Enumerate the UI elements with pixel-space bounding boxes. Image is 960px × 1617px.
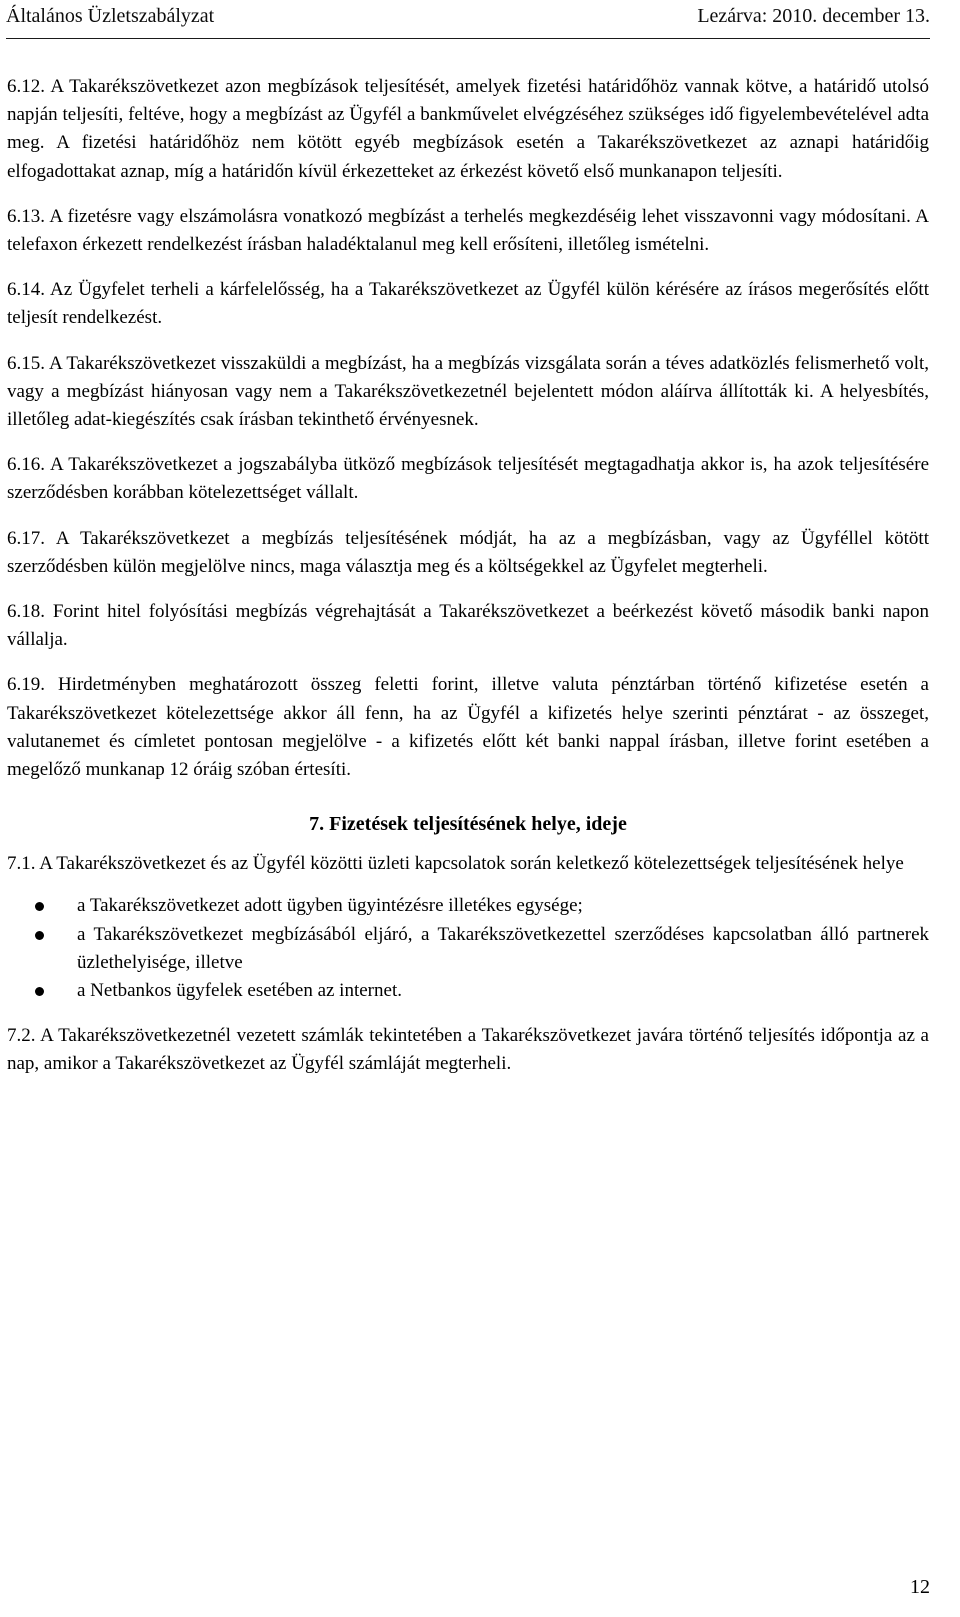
document-body xyxy=(7,73,929,1096)
page-number: 12 xyxy=(910,1576,930,1598)
bullet-icon xyxy=(35,931,44,940)
bullet-icon xyxy=(35,902,44,911)
bullet-icon xyxy=(35,987,44,996)
paragraph-6-14: 6.14. Az Ügyfelet terheli a kárfelelősség, ha a Takarékszövetkezet az Ügyfél külön kérésére az írásos megerősítés előtt teljesít rendelkezést. xyxy=(7,279,929,329)
page-header xyxy=(6,4,930,38)
list-item-text: a Takarékszövetkezet megbízásából eljáró, a Takarékszövetkezettel szerződéses kapcsolatban álló partnerek üzlethelyisége, illetve xyxy=(77,923,929,973)
list-item xyxy=(7,977,929,1005)
paragraph-7-1: 7.1. A Takarékszövetkezet és az Ügyfél közötti üzleti kapcsolatok során keletkező kötelezettségek teljesítésének helye xyxy=(7,853,904,875)
bullet-list xyxy=(7,892,929,1005)
paragraph-7-2: 7.2. A Takarékszövetkezetnél vezetett számlák tekintetében a Takarékszövetkezet javára történő teljesítés időpontja az a nap, amikor a Takarékszövetkezet az Ügyfél számláját megterheli. xyxy=(7,1025,929,1075)
closing-date: Lezárva: 2010. december 13. xyxy=(697,5,930,27)
list-item-text: a Takarékszövetkezet adott ügyben ügyintézésre illetékes egysége; xyxy=(77,895,583,917)
section-heading: 7. Fizetések teljesítésének helye, ideje xyxy=(309,813,627,836)
paragraph-6-12: 6.12. A Takarékszövetkezet azon megbízások teljesítését, amelyek fizetési határidőhöz vannak kötve, a határidő utolsó napján teljesíti, feltéve, hogy a megbízást az Ügyfél a bankművelet elvégzéséhez szükséges idő figyelembevételével adta meg. A fizetési határidőhöz nem kötött egyéb megbízások esetén a Takarékszövetkezet az aznapi határidőig elfogadottakat aznap, míg a határidőn kívül érkezetteket az érkezést követő első munkanapon teljesíti. xyxy=(7,76,929,182)
paragraph-6-17: 6.17. A Takarékszövetkezet a megbízás teljesítésének módját, ha az a megbízásban, vagy az Ügyféllel kötött szerződésben külön megjelölve nincs, maga választja meg és a költségekkel az Ügyfelet megterheli. xyxy=(7,527,929,577)
list-item xyxy=(7,921,929,977)
paragraph-6-16: 6.16. A Takarékszövetkezet a jogszabályba ütköző megbízások teljesítését megtagadhatja akkor is, ha azok teljesítésére szerződésben korábban kötelezettséget vállalt. xyxy=(7,454,929,504)
list-item-text: a Netbankos ügyfelek esetében az internet. xyxy=(77,980,402,1002)
header-divider xyxy=(6,38,930,39)
paragraph-6-18: 6.18. Forint hitel folyósítási megbízás végrehajtását a Takarékszövetkezet a beérkezést követő második banki napon vállalja. xyxy=(7,601,929,651)
document-title: Általános Üzletszabályzat xyxy=(6,5,215,27)
paragraph-6-15: 6.15. A Takarékszövetkezet visszaküldi a megbízást, ha a megbízás vizsgálata során a téves adatközlés felismerhető volt, vagy a megbízást hiányosan vagy nem a Takarékszövetkezetnél bejelentett módon aláírva állították ki. A helyesbítés, illetőleg adat-kiegészítés csak írásban tekinthető érvényesnek. xyxy=(7,352,929,431)
paragraph-6-19: 6.19. Hirdetményben meghatározott összeg feletti forint, illetve valuta pénztárban történő kifizetése esetén a Takarékszövetkezet kötelezettsége akkor áll fenn, ha az Ügyfél a kifizetés helye szerinti pénztárat - az összeget, valutanemet és címletet pontosan megjelölve - a kifizetés előtt két banki nappal írásban, illetve forint esetében a megelőző munkanap 12 óráig szóban értesíti. xyxy=(7,674,929,781)
list-item xyxy=(7,892,929,920)
paragraph-6-13: 6.13. A fizetésre vagy elszámolásra vonatkozó megbízást a terhelés megkezdéséig lehet visszavonni vagy módosítani. A telefaxon érkezett rendelkezést írásban haladéktalanul meg kell erősíteni, illetőleg ismételni. xyxy=(7,205,929,256)
